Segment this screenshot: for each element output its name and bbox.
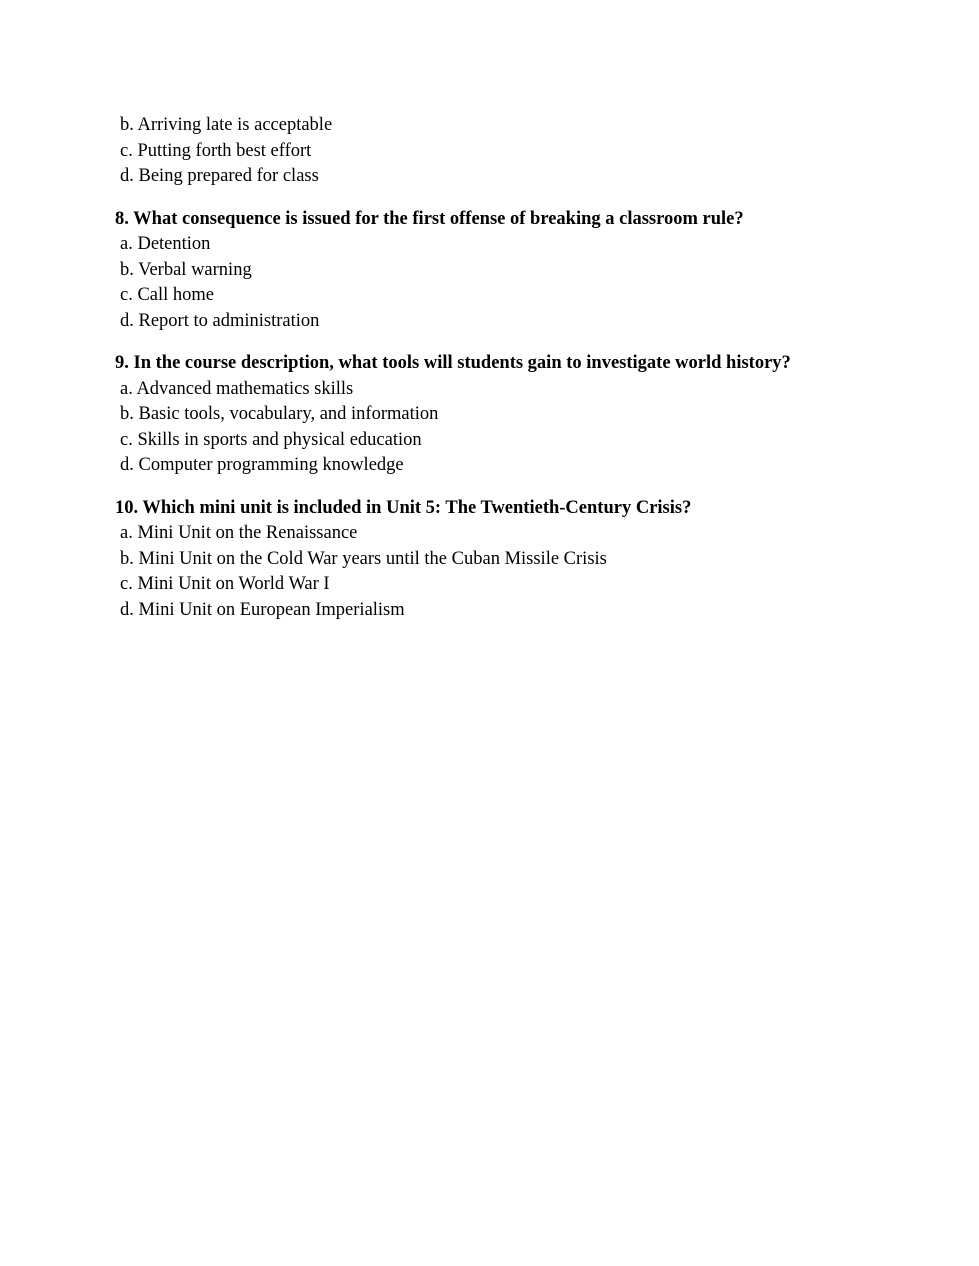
- quiz-content: [115, 113, 935, 640]
- answer-option: a. Detention: [120, 234, 211, 254]
- answer-option: d. Being prepared for class: [120, 166, 319, 186]
- answer-option: c. Mini Unit on World War I: [120, 574, 330, 594]
- answer-option: c. Skills in sports and physical education: [120, 429, 422, 450]
- question-text: 10. Which mini unit is included in Unit 5: The Twentieth-Century Crisis?: [115, 497, 692, 518]
- question-text: 8. What consequence is issued for the first offense of breaking a classroom rule?: [115, 208, 744, 229]
- answer-option: b. Arriving late is acceptable: [120, 115, 333, 135]
- answer-option: c. Putting forth best effort: [120, 140, 312, 161]
- question-text: 9. In the course description, what tools will students gain to investigate world history?: [115, 353, 791, 373]
- answer-option: b. Mini Unit on the Cold War years until the Cuban Missile Crisis: [120, 548, 607, 569]
- answer-option: a. Mini Unit on the Renaissance: [120, 523, 358, 543]
- answer-option: d. Report to administration: [120, 310, 320, 331]
- question-9: [115, 351, 935, 479]
- question-10: [115, 496, 935, 624]
- question-7-continued: [115, 113, 935, 190]
- answer-option: d. Mini Unit on European Imperialism: [120, 599, 405, 620]
- question-8: [115, 207, 935, 335]
- answer-option: b. Basic tools, vocabulary, and information: [120, 404, 439, 424]
- answer-option: a. Advanced mathematics skills: [120, 378, 354, 399]
- answer-option: c. Call home: [120, 285, 215, 305]
- answer-option: d. Computer programming knowledge: [120, 455, 404, 475]
- answer-option: b. Verbal warning: [120, 259, 252, 280]
